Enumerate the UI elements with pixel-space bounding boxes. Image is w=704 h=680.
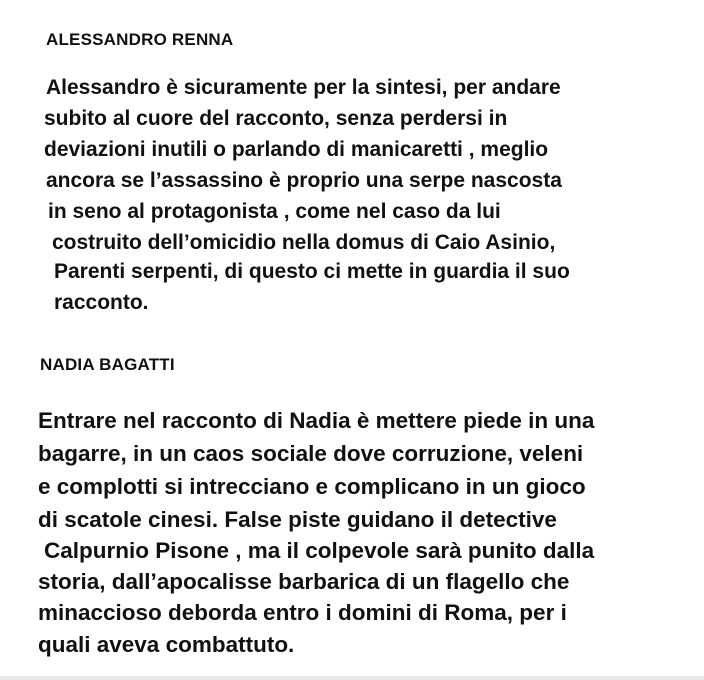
page-bottom-edge [0,676,704,680]
text-line: bagarre, in un caos sociale dove corruzione, veleni [38,441,584,466]
text-line: ancora se l’assassino è proprio una serpe nascosta [46,169,562,192]
author-heading: ALESSANDRO RENNA [46,30,234,49]
text-line: Calpurnio Pisone , ma il colpevole sarà punito dalla [44,538,595,563]
text-line: subito al cuore del racconto, senza perdersi in [44,107,508,130]
text-line: in seno al protagonista , come nel caso da lui [48,200,501,223]
text-line: deviazioni inutili o parlando di manicaretti , meglio [44,138,549,161]
text-line: storia, dall’apocalisse barbarica di un flagello che [38,569,570,594]
text-line: Entrare nel racconto di Nadia è mettere piede in una [38,408,595,433]
text-line: Parenti serpenti, di questo ci mette in guardia il suo [54,260,570,283]
text-line: e complotti si intrecciano e complicano in un gioco [38,474,586,499]
author-heading: NADIA BAGATTI [40,355,175,374]
text-line: Alessandro è sicuramente per la sintesi, per andare [46,76,561,99]
text-line: costruito dell’omicidio nella domus di Caio Asinio, [52,231,556,254]
text-line: racconto. [54,291,149,314]
text-line: minaccioso deborda entro i domini di Roma, per i [38,600,567,625]
text-line: di scatole cinesi. False piste guidano il detective [38,507,557,532]
text-line: quali aveva combattuto. [38,632,295,657]
